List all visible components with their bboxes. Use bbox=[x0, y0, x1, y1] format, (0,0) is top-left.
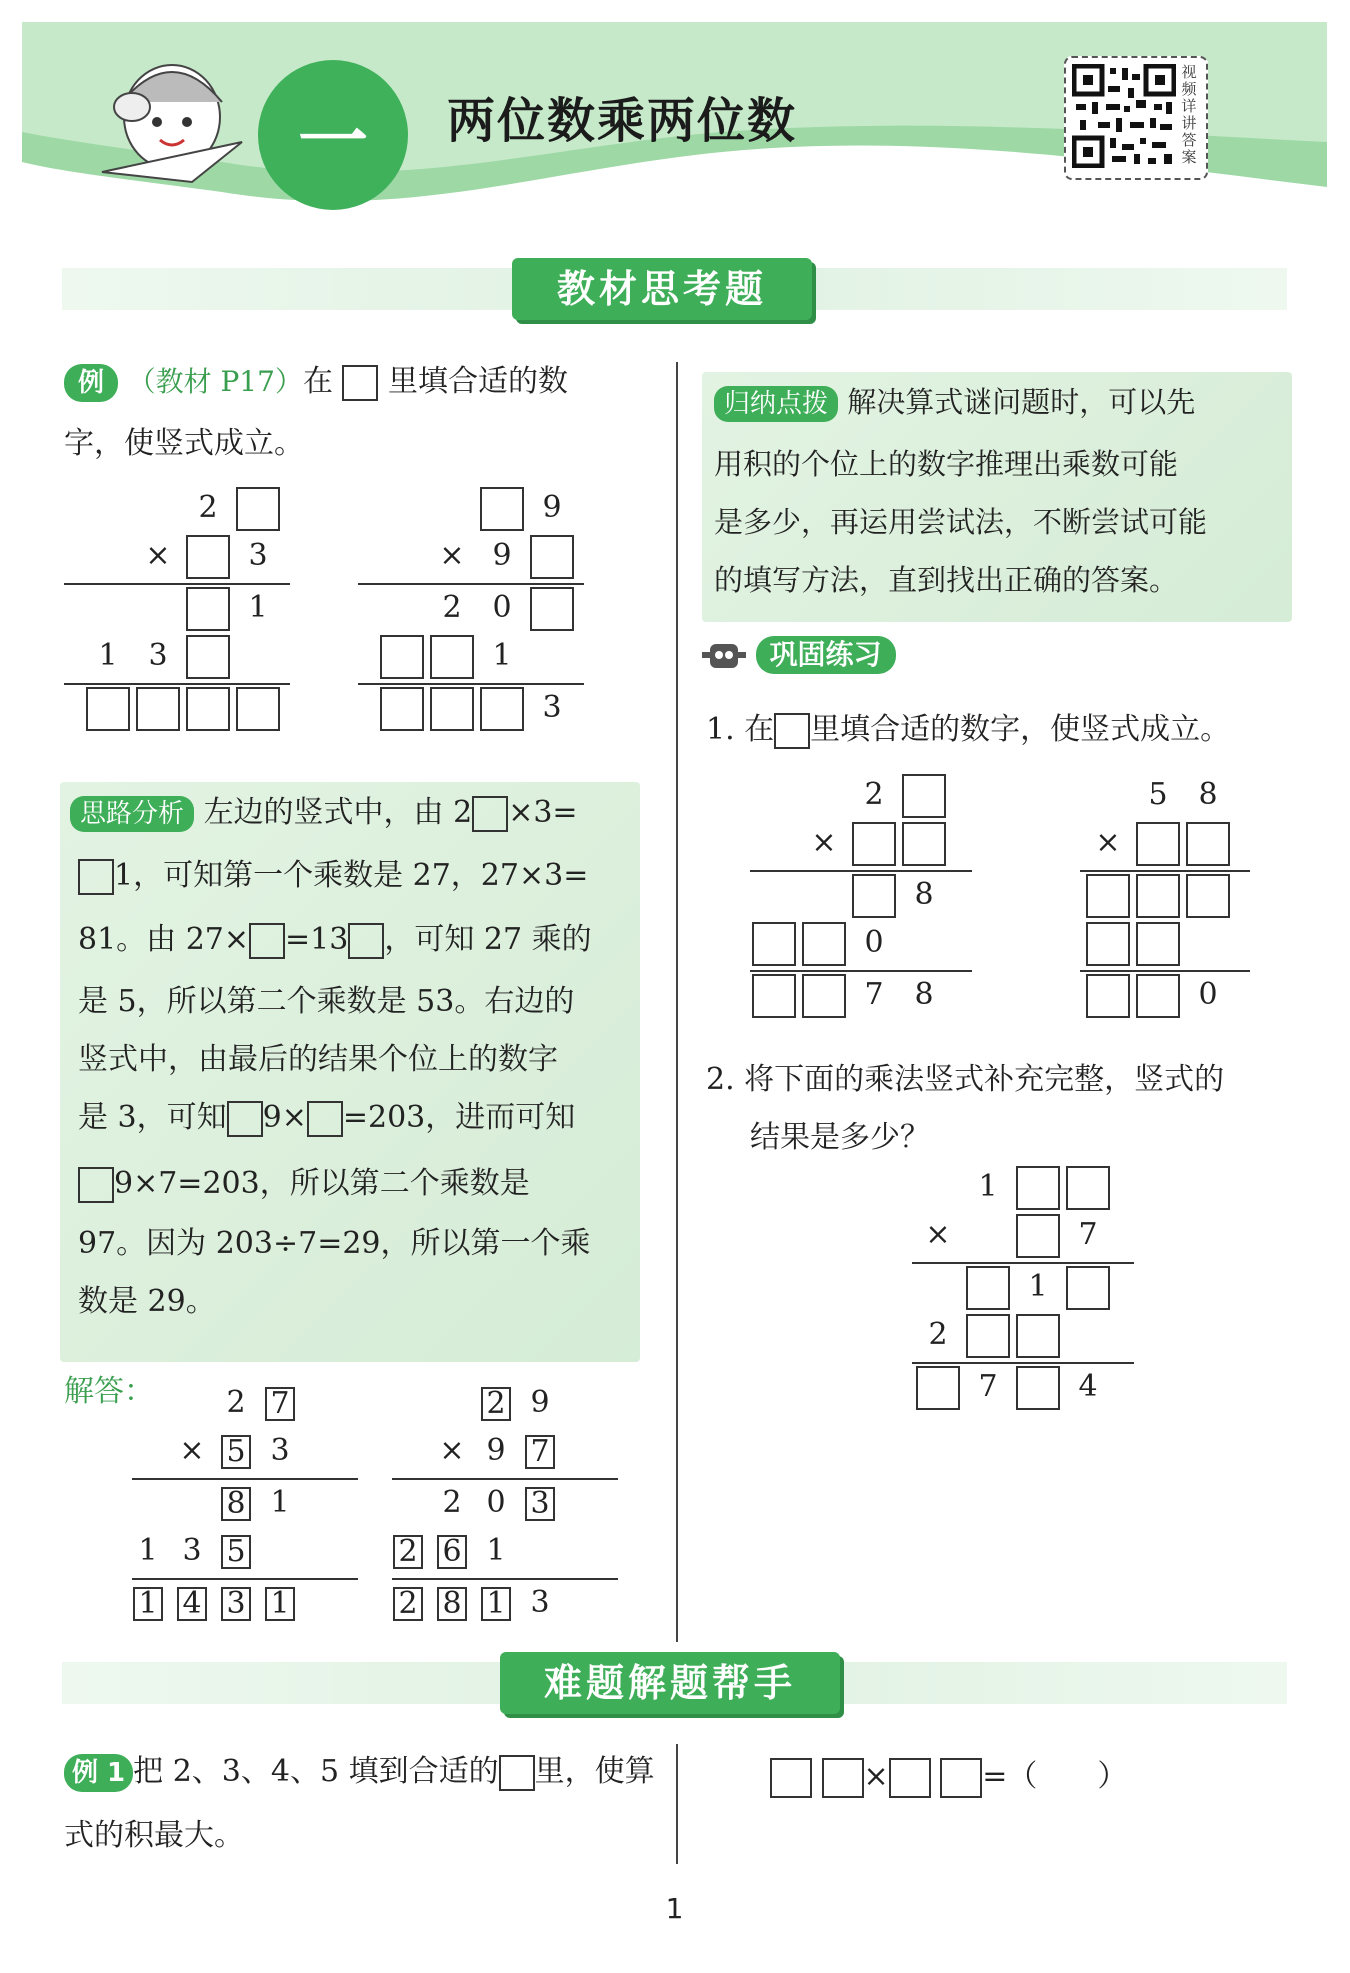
answer-digit: 1 bbox=[133, 1587, 163, 1621]
analysis-text: 81。由 27× bbox=[78, 922, 250, 957]
blank-box bbox=[236, 687, 280, 731]
analysis-line-5: 竖式中，由最后的结果个位上的数字 bbox=[78, 1042, 558, 1077]
analysis-text: 1，可知第一个乘数是 27，27×3= bbox=[114, 858, 589, 893]
digit: 7 bbox=[864, 977, 884, 1012]
digit: 2 bbox=[442, 1485, 462, 1520]
digit: 3 bbox=[182, 1533, 202, 1568]
rule-line bbox=[358, 583, 584, 585]
summary-line-3: 是多少，再运用尝试法，不断尝试可能 bbox=[714, 505, 1208, 539]
rule-line bbox=[1080, 970, 1250, 972]
digit: 1 bbox=[270, 1485, 290, 1520]
analysis-line-4: 是 5，所以第二个乘数是 53。右边的 bbox=[78, 984, 575, 1019]
analysis-text: 9×7=203，所以第二个乘数是 bbox=[114, 1166, 530, 1201]
answer-cell bbox=[474, 1582, 518, 1626]
blank-box bbox=[1086, 974, 1130, 1018]
digit: 0 bbox=[864, 925, 884, 960]
analysis-text: ，可知 27 乘的 bbox=[384, 922, 592, 957]
digit: 0 bbox=[486, 1485, 506, 1520]
blank-box bbox=[1016, 1214, 1060, 1258]
digit: 8 bbox=[914, 877, 934, 912]
analysis-text: =203，进而可知 bbox=[342, 1100, 576, 1135]
blank-box bbox=[380, 635, 424, 679]
analysis-line-3 bbox=[78, 922, 592, 959]
blank-box bbox=[530, 587, 574, 631]
puzzle-left bbox=[64, 487, 294, 747]
blank-box bbox=[770, 1758, 812, 1798]
qr-label: 视频详讲答案 bbox=[1181, 63, 1197, 166]
blank-box bbox=[1066, 1266, 1110, 1310]
equation-result: =（ ） bbox=[982, 1759, 1128, 1794]
answer-digit: 5 bbox=[221, 1535, 251, 1569]
answer-label: 解答： bbox=[64, 1374, 154, 1409]
answer-digit: 4 bbox=[177, 1587, 207, 1621]
answer-cell bbox=[214, 1582, 258, 1626]
answer-digit: 2 bbox=[393, 1587, 423, 1621]
blank-box bbox=[752, 922, 796, 966]
answer-cell bbox=[214, 1530, 258, 1574]
rule-line bbox=[750, 970, 972, 972]
practice-header bbox=[702, 636, 896, 674]
rule-line bbox=[132, 1578, 358, 1580]
analysis-line-7 bbox=[78, 1166, 530, 1203]
rule-line bbox=[912, 1262, 1134, 1264]
blank-box bbox=[852, 822, 896, 866]
analysis-line-2 bbox=[78, 858, 588, 895]
answer-cell bbox=[474, 1382, 518, 1426]
section-banner-hard: 难题解题帮手 bbox=[500, 1652, 840, 1714]
practice-q2-line2: 结果是多少？ bbox=[750, 1120, 930, 1155]
practice-q2-line1: 2. 将下面的乘法竖式补充完整，竖式的 bbox=[706, 1062, 1225, 1097]
times-sign: × bbox=[145, 538, 171, 573]
blank-box bbox=[342, 365, 378, 401]
analysis-text: =13 bbox=[285, 922, 349, 957]
blank-box bbox=[430, 635, 474, 679]
blank-box bbox=[822, 1758, 864, 1798]
answer-cell bbox=[214, 1430, 258, 1474]
example-line-2: 字，使竖式成立。 bbox=[64, 426, 304, 461]
blank-box bbox=[86, 687, 130, 731]
blank-box bbox=[1086, 922, 1130, 966]
blank-box bbox=[902, 822, 946, 866]
digit: 2 bbox=[864, 777, 884, 812]
blank-box bbox=[472, 796, 508, 832]
blank-box bbox=[136, 687, 180, 731]
digit: 0 bbox=[492, 590, 512, 625]
analysis-tag: 思路分析 bbox=[70, 796, 194, 832]
answer-cell bbox=[258, 1382, 302, 1426]
example-line-1 bbox=[64, 364, 568, 402]
answer-digit: 2 bbox=[393, 1535, 423, 1569]
digit: 3 bbox=[248, 538, 268, 573]
blank-box bbox=[802, 922, 846, 966]
rule-line bbox=[64, 683, 290, 685]
unit-number-badge bbox=[258, 60, 408, 210]
digit: 3 bbox=[530, 1585, 550, 1620]
blank-box bbox=[1136, 822, 1180, 866]
example-text: 里填合适的数 bbox=[388, 364, 569, 399]
blank-box bbox=[380, 687, 424, 731]
unit-number: 一 bbox=[298, 99, 368, 182]
times-sign: × bbox=[811, 825, 837, 860]
answer-digit: 8 bbox=[221, 1487, 251, 1521]
blank-box bbox=[1016, 1314, 1060, 1358]
blank-box bbox=[1186, 874, 1230, 918]
digit: 9 bbox=[486, 1433, 506, 1468]
blank-box bbox=[1136, 874, 1180, 918]
blank-box bbox=[480, 487, 524, 531]
blank-box bbox=[1136, 922, 1180, 966]
times-sign: × bbox=[925, 1217, 951, 1252]
digit: 1 bbox=[138, 1533, 158, 1568]
column-divider bbox=[676, 1744, 678, 1864]
practice1-right bbox=[1080, 774, 1280, 1034]
analysis-line-6 bbox=[78, 1100, 575, 1137]
blank-box bbox=[902, 774, 946, 818]
example-text: 在 bbox=[302, 364, 333, 399]
practice-text: 里填合适的数字，使竖式成立。 bbox=[810, 712, 1231, 747]
digit: 2 bbox=[198, 490, 218, 525]
rule-line bbox=[1080, 870, 1250, 872]
blank-box bbox=[1186, 822, 1230, 866]
page bbox=[22, 22, 1327, 1952]
digit: 3 bbox=[542, 690, 562, 725]
digit: 7 bbox=[1078, 1217, 1098, 1252]
practice1-left bbox=[750, 774, 980, 1034]
digit: 1 bbox=[98, 638, 118, 673]
rule-line bbox=[392, 1578, 618, 1580]
blank-box bbox=[1016, 1366, 1060, 1410]
section-banner-textbook: 教材思考题 bbox=[512, 258, 812, 320]
practice-tag: 巩固练习 bbox=[756, 636, 896, 674]
times-sign: × bbox=[1095, 825, 1121, 860]
digit: 5 bbox=[1148, 777, 1168, 812]
hard-text: 把 2、3、4、5 填到合适的 bbox=[133, 1754, 499, 1789]
answer-left bbox=[132, 1382, 362, 1642]
times-sign: × bbox=[439, 1433, 465, 1468]
answer-digit: 7 bbox=[265, 1387, 295, 1421]
digit: 9 bbox=[492, 538, 512, 573]
page-number: 1 bbox=[665, 1892, 684, 1925]
answer-digit: 3 bbox=[525, 1487, 555, 1521]
answer-right bbox=[392, 1382, 622, 1642]
answer-cell bbox=[430, 1530, 474, 1574]
practice-q1 bbox=[706, 712, 1230, 749]
blank-box bbox=[889, 1758, 931, 1798]
answer-cell bbox=[386, 1582, 430, 1626]
digit: 2 bbox=[928, 1317, 948, 1352]
times-sign: × bbox=[863, 1759, 889, 1794]
blank-box bbox=[186, 535, 230, 579]
chapter-header bbox=[22, 22, 1327, 212]
blank-box bbox=[348, 923, 384, 959]
blank-box bbox=[186, 687, 230, 731]
times-sign: × bbox=[439, 538, 465, 573]
blank-box bbox=[752, 974, 796, 1018]
summary-line-4: 的填写方法，直到找出正确的答案。 bbox=[714, 563, 1179, 597]
blank-box bbox=[236, 487, 280, 531]
summary-line-1 bbox=[714, 384, 1195, 422]
digit: 1 bbox=[248, 590, 268, 625]
digit: 9 bbox=[542, 490, 562, 525]
hard-equation bbox=[770, 1758, 1127, 1798]
blank-box bbox=[852, 874, 896, 918]
digit: 8 bbox=[1198, 777, 1218, 812]
hard-line-2: 式的积最大。 bbox=[64, 1818, 244, 1853]
analysis-text: 是 3，可知 bbox=[78, 1100, 227, 1135]
summary-line-2: 用积的个位上的数字推理出乘数可能 bbox=[714, 447, 1179, 481]
answer-cell bbox=[170, 1582, 214, 1626]
answer-cell bbox=[386, 1530, 430, 1574]
answer-digit: 2 bbox=[481, 1387, 511, 1421]
answer-digit: 3 bbox=[221, 1587, 251, 1621]
answer-cell bbox=[126, 1582, 170, 1626]
blank-box bbox=[78, 1167, 114, 1203]
answer-digit: 1 bbox=[481, 1587, 511, 1621]
digit: 1 bbox=[492, 638, 512, 673]
answer-digit: 5 bbox=[221, 1435, 251, 1469]
digit: 1 bbox=[978, 1169, 998, 1204]
practice2-calc bbox=[912, 1166, 1152, 1426]
digit: 2 bbox=[226, 1385, 246, 1420]
digit: 0 bbox=[1198, 977, 1218, 1012]
rule-line bbox=[358, 683, 584, 685]
blank-box bbox=[480, 687, 524, 731]
summary-text: 解决算式谜问题时，可以先 bbox=[847, 385, 1196, 419]
blank-box bbox=[774, 713, 810, 749]
analysis-line-1 bbox=[70, 795, 578, 832]
puzzle-right bbox=[358, 487, 588, 747]
blank-box bbox=[966, 1314, 1010, 1358]
rule-line bbox=[392, 1478, 618, 1480]
example-tag: 例 bbox=[64, 364, 118, 402]
blank-box bbox=[227, 1101, 263, 1137]
answer-cell bbox=[518, 1430, 562, 1474]
answer-digit: 8 bbox=[437, 1587, 467, 1621]
digit: 7 bbox=[978, 1369, 998, 1404]
rule-line bbox=[132, 1478, 358, 1480]
hard-line-1 bbox=[64, 1754, 655, 1792]
blank-box bbox=[1086, 874, 1130, 918]
analysis-text: 9× bbox=[262, 1100, 307, 1135]
example-source: （教材 P17） bbox=[127, 365, 303, 398]
blank-box bbox=[430, 687, 474, 731]
chapter-title: 两位数乘两位数 bbox=[447, 93, 798, 149]
blank-box bbox=[940, 1758, 982, 1798]
analysis-line-8: 97。因为 203÷7=29，所以第一个乘 bbox=[78, 1226, 591, 1261]
blank-box bbox=[530, 535, 574, 579]
blank-box bbox=[1016, 1166, 1060, 1210]
blank-box bbox=[966, 1266, 1010, 1310]
column-divider bbox=[676, 362, 678, 1642]
analysis-text: 左边的竖式中，由 2 bbox=[203, 795, 473, 830]
digit: 1 bbox=[1028, 1269, 1048, 1304]
answer-digit: 1 bbox=[265, 1587, 295, 1621]
summary-tag: 归纳点拨 bbox=[714, 386, 838, 422]
answer-cell bbox=[518, 1482, 562, 1526]
answer-cell bbox=[430, 1582, 474, 1626]
blank-box bbox=[499, 1755, 535, 1791]
blank-box bbox=[186, 587, 230, 631]
blank-box bbox=[1066, 1166, 1110, 1210]
times-sign: × bbox=[179, 1433, 205, 1468]
blank-box bbox=[249, 923, 285, 959]
robot-icon bbox=[702, 638, 746, 674]
rule-line bbox=[64, 583, 290, 585]
hard-text: 里，使算 bbox=[534, 1754, 655, 1789]
blank-box bbox=[307, 1101, 343, 1137]
blank-box bbox=[78, 859, 114, 895]
digit: 3 bbox=[270, 1433, 290, 1468]
digit: 3 bbox=[148, 638, 168, 673]
qr-code-icon bbox=[1072, 64, 1176, 168]
practice-text: 1. 在 bbox=[706, 712, 775, 747]
analysis-line-9: 数是 29。 bbox=[78, 1284, 216, 1319]
rule-line bbox=[750, 870, 972, 872]
blank-box bbox=[1136, 974, 1180, 1018]
digit: 8 bbox=[914, 977, 934, 1012]
qr-code[interactable] bbox=[1064, 56, 1208, 180]
blank-box bbox=[916, 1366, 960, 1410]
digit: 2 bbox=[442, 590, 462, 625]
analysis-text: ×3= bbox=[508, 795, 578, 830]
digit: 9 bbox=[530, 1385, 550, 1420]
answer-digit: 7 bbox=[525, 1435, 555, 1469]
rule-line bbox=[912, 1362, 1134, 1364]
answer-cell bbox=[258, 1582, 302, 1626]
digit: 1 bbox=[486, 1533, 506, 1568]
answer-digit: 6 bbox=[437, 1535, 467, 1569]
digit: 4 bbox=[1078, 1369, 1098, 1404]
answer-cell bbox=[214, 1482, 258, 1526]
blank-box bbox=[186, 635, 230, 679]
hard-example-tag: 例 1 bbox=[64, 1754, 133, 1792]
blank-box bbox=[802, 974, 846, 1018]
